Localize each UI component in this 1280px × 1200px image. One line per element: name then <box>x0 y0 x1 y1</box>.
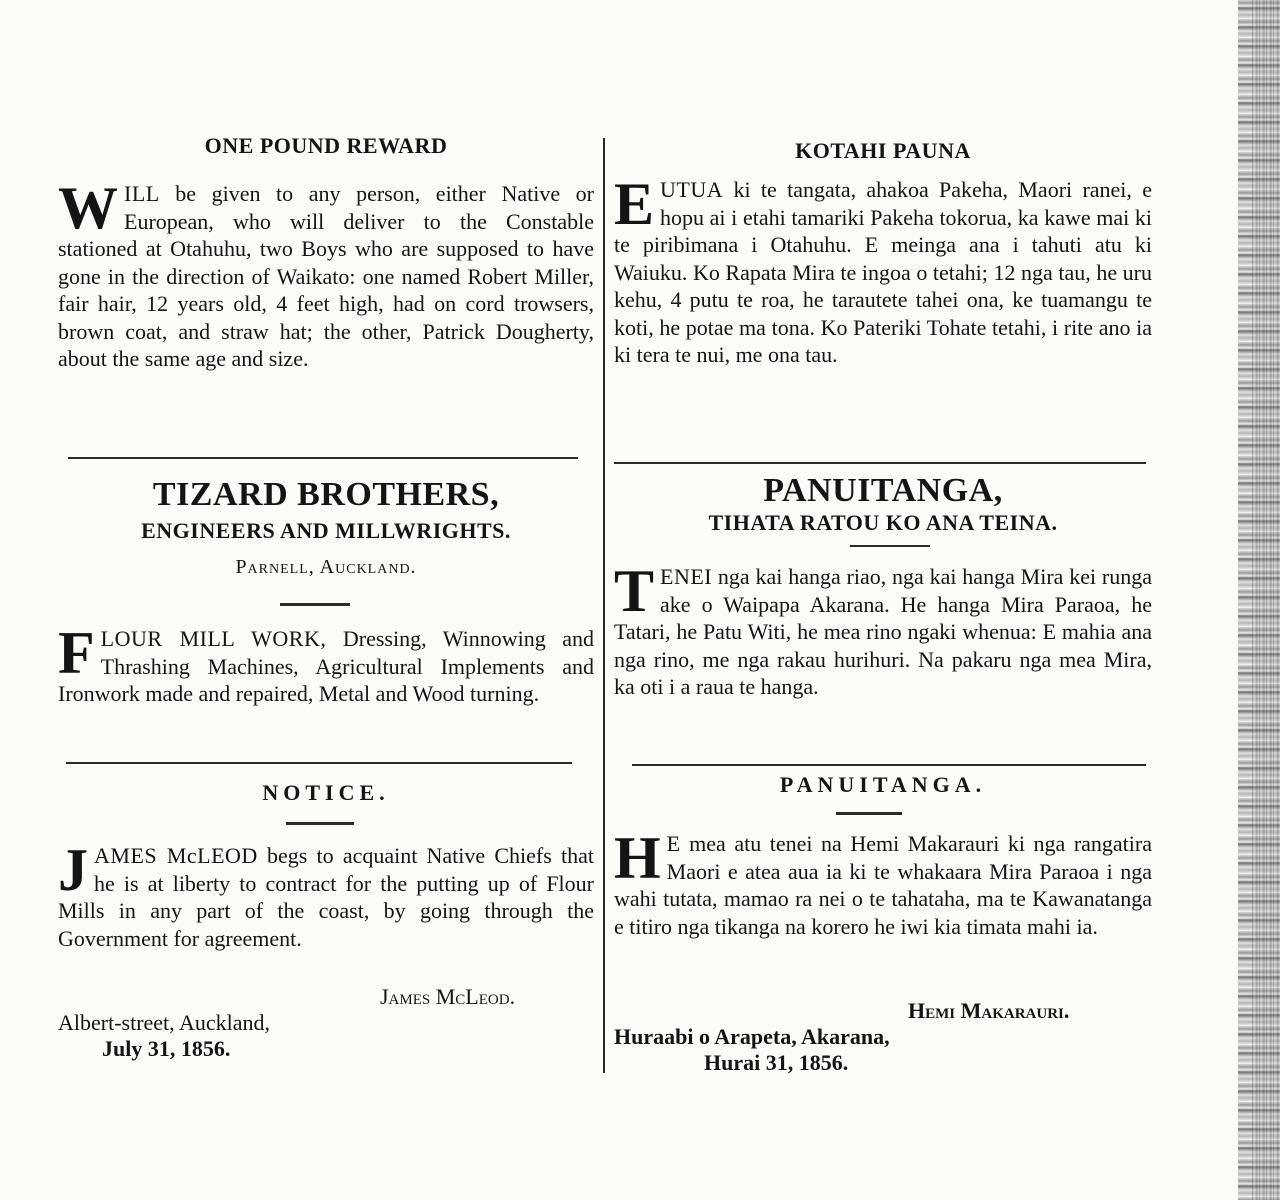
short-rule <box>286 822 354 825</box>
notice-address: Albert-street, Auckland, <box>58 1010 270 1035</box>
short-rule <box>280 603 350 606</box>
panuitanga1-first-word: ENEI <box>660 564 713 589</box>
tizard-subtitle: ENGINEERS AND MILLWRIGHTS. <box>141 518 511 543</box>
panuitanga2-paragraph <box>614 825 1152 940</box>
panuitanga1-paragraph <box>614 558 1152 701</box>
notice-text: begs to acquaint Native Chiefs that he is at liberty to contract for the putting up of Flour Mills in any part of the coast, by going through the Government for agreement. <box>58 843 594 951</box>
reward-drop-cap: W <box>58 175 118 241</box>
short-rule <box>836 812 902 815</box>
kotahi-title: KOTAHI PAUNA <box>795 138 971 163</box>
panuitanga2-signature: Hemi Makarauri. <box>908 998 1070 1023</box>
column-divider <box>603 138 605 1073</box>
tizard-location: Parnell, Auckland. <box>235 556 417 578</box>
notice-paragraph <box>58 837 594 952</box>
panuitanga1-text: nga kai hanga riao, nga kai hanga Mira kei runga ake o Waipapa Akarana. He hanga Mira Paraoa, he Tatari, he Patu Witi, he mea rino ngaki whenua: E mahia ana nga rino, me nga rakau hurihuri. Na pakaru nga mea Mira, ka oti i a raua te hanga. <box>614 564 1152 699</box>
notice-title: NOTICE. <box>262 780 390 805</box>
page-edge-texture <box>1252 0 1280 1200</box>
section-rule <box>68 457 578 459</box>
tizard-title: TIZARD BROTHERS, <box>152 476 500 513</box>
tizard-drop-cap: F <box>58 620 95 686</box>
tizard-first-word: LOUR MILL WORK, <box>100 626 327 651</box>
section-rule <box>66 762 572 764</box>
panuitanga2-text: mea atu tenei na Hemi Makarauri ki nga rangatira Maori e atea aua ia ki te whakaara Mira Paraoa i nga wahi tutata, mamao ra nei o te tahataha, ma te Kawanatanga e titiro nga tikanga na korero he iwi kia timata mahi ia. <box>614 831 1152 939</box>
tizard-paragraph <box>58 620 595 708</box>
short-rule <box>850 545 930 547</box>
panuitanga2-drop-cap: H <box>614 825 661 891</box>
panuitanga1-drop-cap: T <box>614 558 655 624</box>
panuitanga2-first-word: E <box>666 831 681 856</box>
section-rule <box>614 462 1146 464</box>
panuitanga1-subtitle: TIHATA RATOU KO ANA TEINA. <box>708 510 1058 535</box>
notice-date: July 31, 1856. <box>102 1036 231 1061</box>
panuitanga2-date: Hurai 31, 1856. <box>704 1050 849 1075</box>
reward-text: be given to any person, either Native or European, who will deliver to the Constable stationed at Otahuhu, two Boys who are supposed to have gone in the direction of Waikato: one named Robert Miller, fair hair, 12 years old, 4 feet high, had on cord trowsers, brown coat, and straw hat; the other, Patrick Dougherty, about the same age and size. <box>58 181 594 371</box>
reward-first-word: ILL <box>124 181 160 206</box>
kotahi-drop-cap: E <box>614 171 655 237</box>
reward-paragraph <box>58 175 594 373</box>
kotahi-paragraph <box>614 171 1152 369</box>
tizard-text: Dressing, Winnowing and Thrashing Machines, Agricultural Implements and Ironwork made and repaired, Metal and Wood turning. <box>58 626 595 706</box>
panuitanga2-address: Huraabi o Arapeta, Akarana, <box>614 1024 890 1049</box>
notice-drop-cap: J <box>58 837 88 903</box>
section-rule <box>632 764 1146 766</box>
reward-title: ONE POUND REWARD <box>204 133 448 158</box>
notice-signature: James McLeod. <box>380 984 516 1009</box>
panuitanga2-title: PANUITANGA. <box>779 772 987 797</box>
panuitanga1-title: PANUITANGA, <box>763 472 1003 509</box>
kotahi-text: ki te tangata, ahakoa Pakeha, Maori ranei, e hopu ai i etahi tamariki Pakeha tokorua, ka kawe mai ki te piribimana i Otahuhu. E meinga ana i tahuti atu ki Waiuku. Ko Rapata Mira te ingoa o tetahi; 12 nga tau, he uru kehu, 4 putu te roa, he tarautete tahei ona, ke tuamangu te koti, he potae ma tona. Ko Pateriki Tohate tetahi, i rite ano ia ki tera te nui, me ona tau. <box>614 177 1152 367</box>
notice-first-word: AMES McLEOD <box>94 843 258 868</box>
kotahi-first-word: UTUA <box>660 177 724 202</box>
